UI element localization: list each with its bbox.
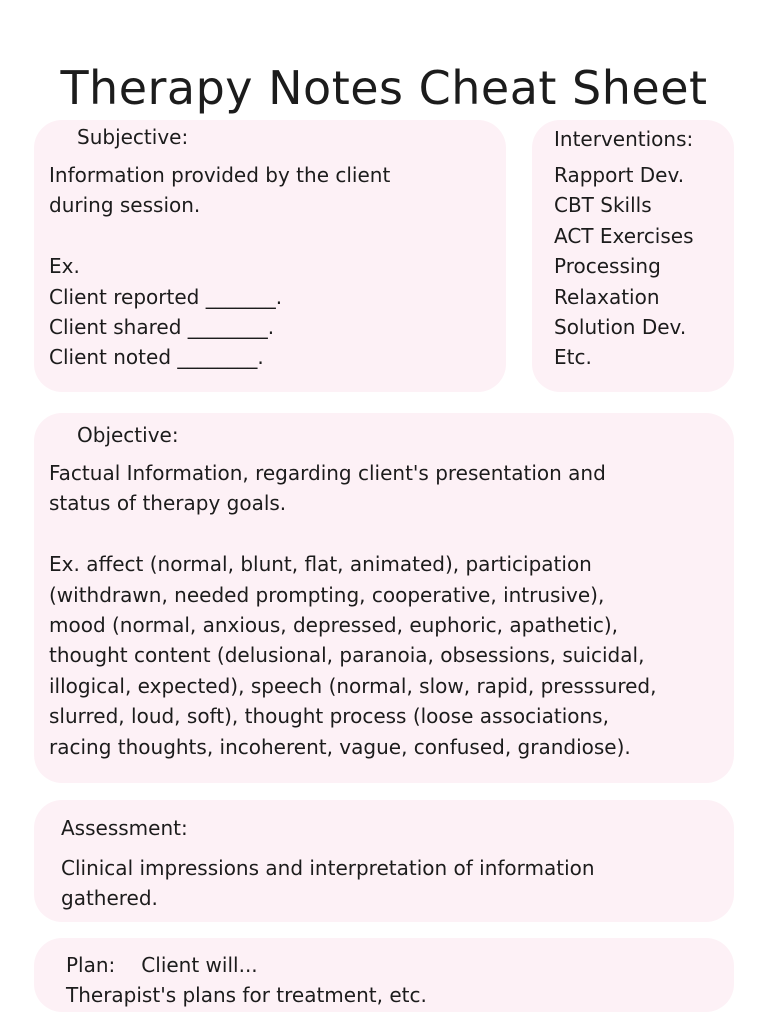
assessment-description-line: gathered. [61, 886, 158, 911]
intervention-item: Relaxation [554, 284, 660, 309]
assessment-body [61, 853, 595, 914]
interventions-list [554, 160, 694, 373]
subjective-heading: Subjective: [77, 125, 189, 149]
assessment-heading: Assessment: [61, 816, 188, 840]
objective-example-line: thought content (delusional, paranoia, obsessions, suicidal, [49, 643, 645, 668]
objective-heading: Objective: [77, 423, 179, 447]
subjective-example-line: Client noted ________. [49, 345, 264, 370]
subjective-description-line: during session. [49, 193, 201, 218]
spacer [49, 519, 656, 549]
intervention-item: Rapport Dev. [554, 163, 685, 187]
objective-example-line: racing thoughts, incoherent, vague, confused, grandiose). [49, 734, 631, 759]
subjective-description-line: Information provided by the client [49, 163, 391, 187]
plan-lead: Client will... [141, 953, 258, 977]
subjective-example-line: Ex. [49, 254, 80, 279]
subjective-example-line: Client shared ________. [49, 314, 275, 339]
objective-example-line: Ex. affect (normal, blunt, flat, animated), participation [49, 552, 592, 577]
objective-description-line: Factual Information, regarding client's presentation and [49, 461, 606, 485]
interventions-heading: Interventions: [554, 127, 694, 151]
subjective-example-line: Client reported _______. [49, 284, 283, 309]
page-title: Therapy Notes Cheat Sheet [60, 60, 708, 115]
intervention-item: Processing [554, 254, 661, 279]
spacer [49, 221, 390, 251]
plan-description: Therapist's plans for treatment, etc. [66, 983, 427, 1007]
assessment-description-line: Clinical impressions and interpretation of information [61, 856, 595, 880]
intervention-item: Etc. [554, 345, 592, 370]
subjective-body [49, 160, 390, 373]
plan-heading: Plan: [66, 953, 116, 977]
objective-example-line: illogical, expected), speech (normal, slow, rapid, presssured, [49, 673, 657, 698]
objective-description-line: status of therapy goals. [49, 491, 287, 516]
intervention-item: CBT Skills [554, 193, 652, 218]
plan-header-line [66, 950, 258, 980]
intervention-item: ACT Exercises [554, 223, 694, 248]
objective-body [49, 458, 656, 762]
intervention-item: Solution Dev. [554, 314, 687, 339]
objective-example-line: mood (normal, anxious, depressed, euphoric, apathetic), [49, 612, 618, 637]
objective-example-line: (withdrawn, needed prompting, cooperative, intrusive), [49, 582, 605, 607]
objective-example-line: slurred, loud, soft), thought process (loose associations, [49, 704, 609, 729]
